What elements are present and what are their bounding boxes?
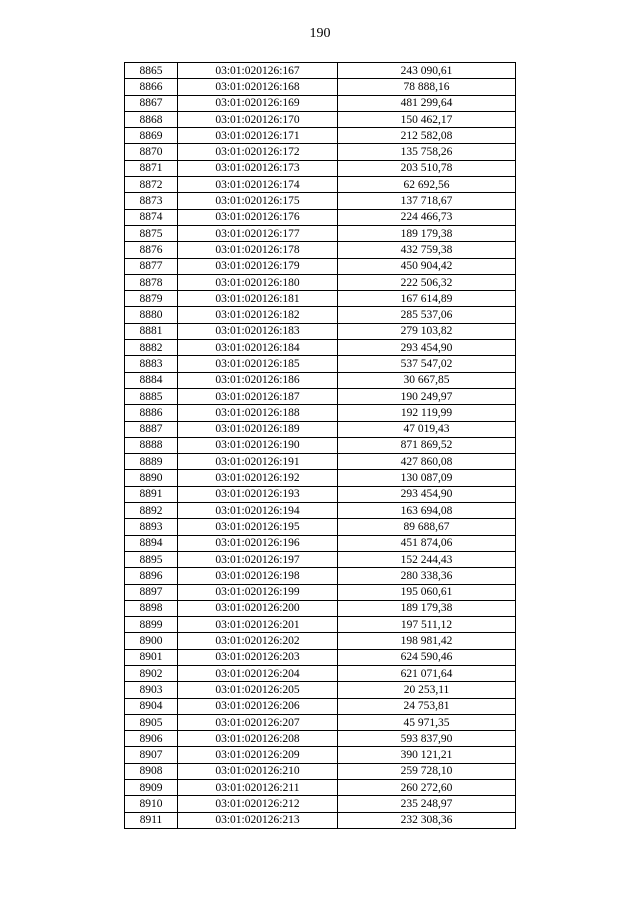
table-row bbox=[125, 454, 516, 470]
cadastral-number-cell: 03:01:020126:187 bbox=[178, 388, 338, 404]
value-cell: 30 667,85 bbox=[338, 372, 516, 388]
value-cell: 62 692,56 bbox=[338, 177, 516, 193]
cadastral-number-cell: 03:01:020126:203 bbox=[178, 649, 338, 665]
row-number-cell: 8895 bbox=[125, 551, 178, 567]
table-row bbox=[125, 193, 516, 209]
row-number-cell: 8890 bbox=[125, 470, 178, 486]
table-row bbox=[125, 535, 516, 551]
table-row bbox=[125, 731, 516, 747]
value-cell: 232 308,36 bbox=[338, 812, 516, 828]
cadastral-number-cell: 03:01:020126:173 bbox=[178, 160, 338, 176]
value-cell: 192 119,99 bbox=[338, 405, 516, 421]
cadastral-number-cell: 03:01:020126:177 bbox=[178, 225, 338, 241]
value-cell: 621 071,64 bbox=[338, 665, 516, 681]
value-cell: 198 981,42 bbox=[338, 633, 516, 649]
cadastral-number-cell: 03:01:020126:204 bbox=[178, 665, 338, 681]
table-row bbox=[125, 568, 516, 584]
row-number-cell: 8879 bbox=[125, 291, 178, 307]
row-number-cell: 8872 bbox=[125, 177, 178, 193]
value-cell: 293 454,90 bbox=[338, 340, 516, 356]
cadastral-number-cell: 03:01:020126:199 bbox=[178, 584, 338, 600]
value-cell: 212 582,08 bbox=[338, 128, 516, 144]
cadastral-number-cell: 03:01:020126:205 bbox=[178, 682, 338, 698]
row-number-cell: 8873 bbox=[125, 193, 178, 209]
table-row bbox=[125, 388, 516, 404]
cadastral-number-cell: 03:01:020126:194 bbox=[178, 503, 338, 519]
table-row bbox=[125, 633, 516, 649]
value-cell: 293 454,90 bbox=[338, 486, 516, 502]
cadastral-number-cell: 03:01:020126:174 bbox=[178, 177, 338, 193]
row-number-cell: 8878 bbox=[125, 274, 178, 290]
table-row bbox=[125, 258, 516, 274]
row-number-cell: 8911 bbox=[125, 812, 178, 828]
value-cell: 451 874,06 bbox=[338, 535, 516, 551]
table-row bbox=[125, 79, 516, 95]
table-row bbox=[125, 682, 516, 698]
value-cell: 260 272,60 bbox=[338, 780, 516, 796]
value-cell: 167 614,89 bbox=[338, 291, 516, 307]
row-number-cell: 8900 bbox=[125, 633, 178, 649]
cadastral-number-cell: 03:01:020126:185 bbox=[178, 356, 338, 372]
cadastral-number-cell: 03:01:020126:211 bbox=[178, 780, 338, 796]
row-number-cell: 8908 bbox=[125, 763, 178, 779]
table-row bbox=[125, 274, 516, 290]
row-number-cell: 8889 bbox=[125, 454, 178, 470]
value-cell: 259 728,10 bbox=[338, 763, 516, 779]
row-number-cell: 8904 bbox=[125, 698, 178, 714]
row-number-cell: 8867 bbox=[125, 95, 178, 111]
cadastral-number-cell: 03:01:020126:179 bbox=[178, 258, 338, 274]
value-cell: 280 338,36 bbox=[338, 568, 516, 584]
table-row bbox=[125, 763, 516, 779]
cadastral-number-cell: 03:01:020126:183 bbox=[178, 323, 338, 339]
table-row bbox=[125, 128, 516, 144]
cadastral-number-cell: 03:01:020126:176 bbox=[178, 209, 338, 225]
table-row bbox=[125, 95, 516, 111]
table-row bbox=[125, 714, 516, 730]
row-number-cell: 8885 bbox=[125, 388, 178, 404]
cadastral-number-cell: 03:01:020126:196 bbox=[178, 535, 338, 551]
table-row bbox=[125, 405, 516, 421]
row-number-cell: 8896 bbox=[125, 568, 178, 584]
page-number: 190 bbox=[309, 26, 331, 41]
row-number-cell: 8893 bbox=[125, 519, 178, 535]
row-number-cell: 8897 bbox=[125, 584, 178, 600]
table-row bbox=[125, 551, 516, 567]
value-cell: 189 179,38 bbox=[338, 225, 516, 241]
table-row bbox=[125, 323, 516, 339]
row-number-cell: 8875 bbox=[125, 225, 178, 241]
row-number-cell: 8874 bbox=[125, 209, 178, 225]
value-cell: 24 753,81 bbox=[338, 698, 516, 714]
table-row bbox=[125, 372, 516, 388]
table-row bbox=[125, 63, 516, 79]
value-cell: 871 869,52 bbox=[338, 437, 516, 453]
cadastral-number-cell: 03:01:020126:202 bbox=[178, 633, 338, 649]
value-cell: 593 837,90 bbox=[338, 731, 516, 747]
cadastral-number-cell: 03:01:020126:201 bbox=[178, 617, 338, 633]
row-number-cell: 8865 bbox=[125, 63, 178, 79]
table-row bbox=[125, 111, 516, 127]
cadastral-number-cell: 03:01:020126:171 bbox=[178, 128, 338, 144]
cadastral-number-cell: 03:01:020126:198 bbox=[178, 568, 338, 584]
cadastral-number-cell: 03:01:020126:210 bbox=[178, 763, 338, 779]
table-row bbox=[125, 796, 516, 812]
row-number-cell: 8876 bbox=[125, 242, 178, 258]
cadastral-number-cell: 03:01:020126:193 bbox=[178, 486, 338, 502]
row-number-cell: 8880 bbox=[125, 307, 178, 323]
cadastral-number-cell: 03:01:020126:189 bbox=[178, 421, 338, 437]
row-number-cell: 8907 bbox=[125, 747, 178, 763]
row-number-cell: 8891 bbox=[125, 486, 178, 502]
value-cell: 189 179,38 bbox=[338, 600, 516, 616]
value-cell: 537 547,02 bbox=[338, 356, 516, 372]
cadastral-number-cell: 03:01:020126:200 bbox=[178, 600, 338, 616]
row-number-cell: 8869 bbox=[125, 128, 178, 144]
row-number-cell: 8901 bbox=[125, 649, 178, 665]
table-body bbox=[125, 63, 516, 829]
value-cell: 285 537,06 bbox=[338, 307, 516, 323]
table-row bbox=[125, 307, 516, 323]
cadastral-number-cell: 03:01:020126:178 bbox=[178, 242, 338, 258]
cadastral-number-cell: 03:01:020126:213 bbox=[178, 812, 338, 828]
cadastral-number-cell: 03:01:020126:192 bbox=[178, 470, 338, 486]
table-row bbox=[125, 519, 516, 535]
cadastral-number-cell: 03:01:020126:195 bbox=[178, 519, 338, 535]
cadastral-number-cell: 03:01:020126:170 bbox=[178, 111, 338, 127]
value-cell: 432 759,38 bbox=[338, 242, 516, 258]
value-cell: 45 971,35 bbox=[338, 714, 516, 730]
row-number-cell: 8894 bbox=[125, 535, 178, 551]
table-row bbox=[125, 470, 516, 486]
row-number-cell: 8871 bbox=[125, 160, 178, 176]
cadastral-number-cell: 03:01:020126:169 bbox=[178, 95, 338, 111]
cadastral-number-cell: 03:01:020126:207 bbox=[178, 714, 338, 730]
cadastral-number-cell: 03:01:020126:212 bbox=[178, 796, 338, 812]
cadastral-number-cell: 03:01:020126:206 bbox=[178, 698, 338, 714]
value-cell: 47 019,43 bbox=[338, 421, 516, 437]
table-row bbox=[125, 584, 516, 600]
row-number-cell: 8883 bbox=[125, 356, 178, 372]
row-number-cell: 8888 bbox=[125, 437, 178, 453]
row-number-cell: 8902 bbox=[125, 665, 178, 681]
value-cell: 427 860,08 bbox=[338, 454, 516, 470]
value-cell: 135 758,26 bbox=[338, 144, 516, 160]
row-number-cell: 8903 bbox=[125, 682, 178, 698]
table-row bbox=[125, 812, 516, 828]
cadastral-number-cell: 03:01:020126:197 bbox=[178, 551, 338, 567]
row-number-cell: 8881 bbox=[125, 323, 178, 339]
table-row bbox=[125, 160, 516, 176]
row-number-cell: 8877 bbox=[125, 258, 178, 274]
row-number-cell: 8884 bbox=[125, 372, 178, 388]
value-cell: 130 087,09 bbox=[338, 470, 516, 486]
row-number-cell: 8910 bbox=[125, 796, 178, 812]
cadastral-number-cell: 03:01:020126:168 bbox=[178, 79, 338, 95]
table-row bbox=[125, 780, 516, 796]
table-row bbox=[125, 665, 516, 681]
cadastral-number-cell: 03:01:020126:180 bbox=[178, 274, 338, 290]
value-cell: 89 688,67 bbox=[338, 519, 516, 535]
cadastral-number-cell: 03:01:020126:190 bbox=[178, 437, 338, 453]
table-row bbox=[125, 747, 516, 763]
value-cell: 163 694,08 bbox=[338, 503, 516, 519]
row-number-cell: 8899 bbox=[125, 617, 178, 633]
cadastral-number-cell: 03:01:020126:181 bbox=[178, 291, 338, 307]
row-number-cell: 8887 bbox=[125, 421, 178, 437]
cadastral-number-cell: 03:01:020126:188 bbox=[178, 405, 338, 421]
table-row bbox=[125, 649, 516, 665]
table-row bbox=[125, 242, 516, 258]
row-number-cell: 8906 bbox=[125, 731, 178, 747]
table-row bbox=[125, 698, 516, 714]
cadastral-number-cell: 03:01:020126:175 bbox=[178, 193, 338, 209]
value-cell: 390 121,21 bbox=[338, 747, 516, 763]
value-cell: 20 253,11 bbox=[338, 682, 516, 698]
row-number-cell: 8868 bbox=[125, 111, 178, 127]
cadastral-number-cell: 03:01:020126:186 bbox=[178, 372, 338, 388]
cadastral-number-cell: 03:01:020126:172 bbox=[178, 144, 338, 160]
table-row bbox=[125, 225, 516, 241]
cadastral-number-cell: 03:01:020126:167 bbox=[178, 63, 338, 79]
value-cell: 197 511,12 bbox=[338, 617, 516, 633]
row-number-cell: 8870 bbox=[125, 144, 178, 160]
row-number-cell: 8898 bbox=[125, 600, 178, 616]
table-row bbox=[125, 291, 516, 307]
value-cell: 279 103,82 bbox=[338, 323, 516, 339]
cadastral-number-cell: 03:01:020126:208 bbox=[178, 731, 338, 747]
table-row bbox=[125, 356, 516, 372]
value-cell: 481 299,64 bbox=[338, 95, 516, 111]
table-row bbox=[125, 617, 516, 633]
data-table bbox=[124, 62, 516, 829]
table-row bbox=[125, 437, 516, 453]
row-number-cell: 8866 bbox=[125, 79, 178, 95]
table-row bbox=[125, 503, 516, 519]
value-cell: 190 249,97 bbox=[338, 388, 516, 404]
cadastral-number-cell: 03:01:020126:209 bbox=[178, 747, 338, 763]
cadastral-number-cell: 03:01:020126:182 bbox=[178, 307, 338, 323]
table-row bbox=[125, 340, 516, 356]
value-cell: 224 466,73 bbox=[338, 209, 516, 225]
row-number-cell: 8892 bbox=[125, 503, 178, 519]
cadastral-number-cell: 03:01:020126:184 bbox=[178, 340, 338, 356]
table-row bbox=[125, 209, 516, 225]
cadastral-number-cell: 03:01:020126:191 bbox=[178, 454, 338, 470]
table-row bbox=[125, 177, 516, 193]
value-cell: 195 060,61 bbox=[338, 584, 516, 600]
row-number-cell: 8905 bbox=[125, 714, 178, 730]
table-row bbox=[125, 486, 516, 502]
row-number-cell: 8909 bbox=[125, 780, 178, 796]
value-cell: 450 904,42 bbox=[338, 258, 516, 274]
table-row bbox=[125, 144, 516, 160]
value-cell: 243 090,61 bbox=[338, 63, 516, 79]
value-cell: 624 590,46 bbox=[338, 649, 516, 665]
value-cell: 203 510,78 bbox=[338, 160, 516, 176]
value-cell: 235 248,97 bbox=[338, 796, 516, 812]
value-cell: 152 244,43 bbox=[338, 551, 516, 567]
value-cell: 222 506,32 bbox=[338, 274, 516, 290]
value-cell: 137 718,67 bbox=[338, 193, 516, 209]
row-number-cell: 8882 bbox=[125, 340, 178, 356]
table-row bbox=[125, 421, 516, 437]
value-cell: 150 462,17 bbox=[338, 111, 516, 127]
table-row bbox=[125, 600, 516, 616]
value-cell: 78 888,16 bbox=[338, 79, 516, 95]
row-number-cell: 8886 bbox=[125, 405, 178, 421]
